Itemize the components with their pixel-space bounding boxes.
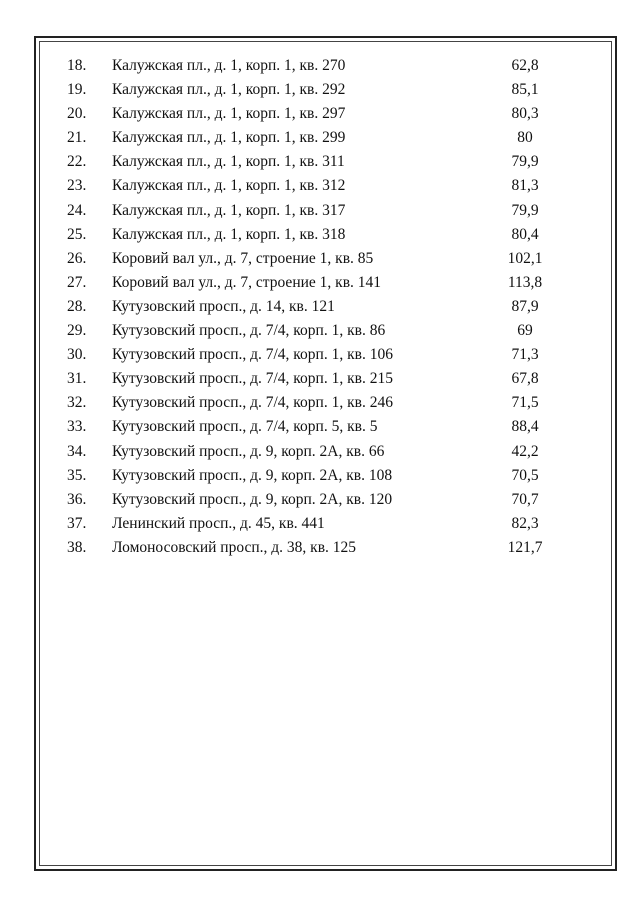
- row-area: 81,3: [511, 177, 539, 195]
- row-number: 25.: [67, 225, 87, 243]
- row-area: 113,8: [507, 273, 543, 291]
- table-row: [0, 78, 640, 102]
- row-area: 88,4: [511, 418, 539, 436]
- table-row: [0, 174, 640, 198]
- table-row: [0, 415, 640, 439]
- row-address: Кутузовский просп., д. 7/4, корп. 1, кв. 215: [112, 370, 393, 388]
- row-area: 85,1: [511, 81, 539, 99]
- row-number: 38.: [67, 538, 87, 556]
- row-address: Ленинский просп., д. 45, кв. 441: [112, 514, 325, 532]
- row-address: Кутузовский просп., д. 7/4, корп. 1, кв. 246: [112, 394, 393, 412]
- table-row: [0, 295, 640, 319]
- table-row: [0, 271, 640, 295]
- row-number: 29.: [67, 322, 87, 340]
- row-address: Калужская пл., д. 1, корп. 1, кв. 292: [112, 81, 346, 99]
- row-number: 28.: [67, 297, 87, 315]
- row-area: 42,2: [511, 442, 539, 460]
- table-row: [0, 150, 640, 174]
- row-area: 80,3: [511, 105, 539, 123]
- row-number: 30.: [67, 346, 87, 364]
- row-area: 82,3: [511, 514, 539, 532]
- row-area: 80: [517, 129, 533, 147]
- row-address: Калужская пл., д. 1, корп. 1, кв. 317: [112, 201, 346, 219]
- table-row: [0, 247, 640, 271]
- row-number: 31.: [67, 370, 87, 388]
- row-number: 27.: [67, 273, 87, 291]
- row-area: 71,3: [511, 346, 539, 364]
- row-address: Калужская пл., д. 1, корп. 1, кв. 311: [112, 153, 345, 171]
- row-number: 37.: [67, 514, 87, 532]
- row-number: 22.: [67, 153, 87, 171]
- row-area: 62,8: [511, 57, 539, 74]
- table-row: [0, 126, 640, 150]
- row-area: 71,5: [511, 394, 539, 412]
- table-row: [0, 319, 640, 343]
- row-number: 19.: [67, 81, 87, 99]
- row-address: Калужская пл., д. 1, корп. 1, кв. 318: [112, 225, 346, 243]
- row-address: Коровий вал ул., д. 7, строение 1, кв. 85: [112, 249, 374, 267]
- row-address: Калужская пл., д. 1, корп. 1, кв. 299: [112, 129, 346, 147]
- row-area: 79,9: [511, 201, 539, 219]
- row-number: 34.: [67, 442, 87, 460]
- row-number: 32.: [67, 394, 87, 412]
- table-row: [0, 464, 640, 488]
- row-address: Ломоносовский просп., д. 38, кв. 125: [112, 538, 357, 556]
- row-address: Калужская пл., д. 1, корп. 1, кв. 312: [112, 177, 346, 195]
- row-area: 80,4: [511, 225, 539, 243]
- apartment-table: [0, 54, 640, 560]
- row-area: 67,8: [511, 370, 539, 388]
- table-row: [0, 488, 640, 512]
- row-address: Калужская пл., д. 1, корп. 1, кв. 270: [112, 57, 346, 74]
- row-address: Кутузовский просп., д. 7/4, корп. 5, кв. 5: [112, 418, 378, 436]
- row-number: 24.: [67, 201, 87, 219]
- table-row: [0, 440, 640, 464]
- table-row: [0, 102, 640, 126]
- table-row: [0, 367, 640, 391]
- row-area: 87,9: [511, 297, 539, 315]
- table-row: [0, 199, 640, 223]
- table-row: [0, 223, 640, 247]
- row-address: Калужская пл., д. 1, корп. 1, кв. 297: [112, 105, 346, 123]
- row-area: 79,9: [511, 153, 539, 171]
- table-row: [0, 536, 640, 560]
- table-row: [0, 343, 640, 367]
- row-area: 70,7: [511, 490, 539, 508]
- row-number: 20.: [67, 105, 87, 123]
- row-number: 26.: [67, 249, 87, 267]
- table-row: [0, 54, 640, 78]
- row-address: Кутузовский просп., д. 9, корп. 2А, кв. 108: [112, 466, 393, 484]
- row-number: 18.: [67, 57, 87, 74]
- row-area: 70,5: [511, 466, 539, 484]
- row-address: Кутузовский просп., д. 14, кв. 121: [112, 297, 335, 315]
- table-row: [0, 512, 640, 536]
- table-row: [0, 391, 640, 415]
- row-area: 102,1: [507, 249, 543, 267]
- row-number: 35.: [67, 466, 87, 484]
- row-address: Кутузовский просп., д. 7/4, корп. 1, кв. 106: [112, 346, 393, 364]
- row-number: 33.: [67, 418, 87, 436]
- row-area: 121,7: [507, 538, 543, 556]
- row-address: Кутузовский просп., д. 9, корп. 2А, кв. 66: [112, 442, 385, 460]
- row-number: 21.: [67, 129, 87, 147]
- row-area: 69: [517, 322, 533, 340]
- row-number: 36.: [67, 490, 87, 508]
- row-address: Кутузовский просп., д. 7/4, корп. 1, кв. 86: [112, 322, 386, 340]
- row-number: 23.: [67, 177, 87, 195]
- row-address: Кутузовский просп., д. 9, корп. 2А, кв. 120: [112, 490, 393, 508]
- row-address: Коровий вал ул., д. 7, строение 1, кв. 141: [112, 273, 382, 291]
